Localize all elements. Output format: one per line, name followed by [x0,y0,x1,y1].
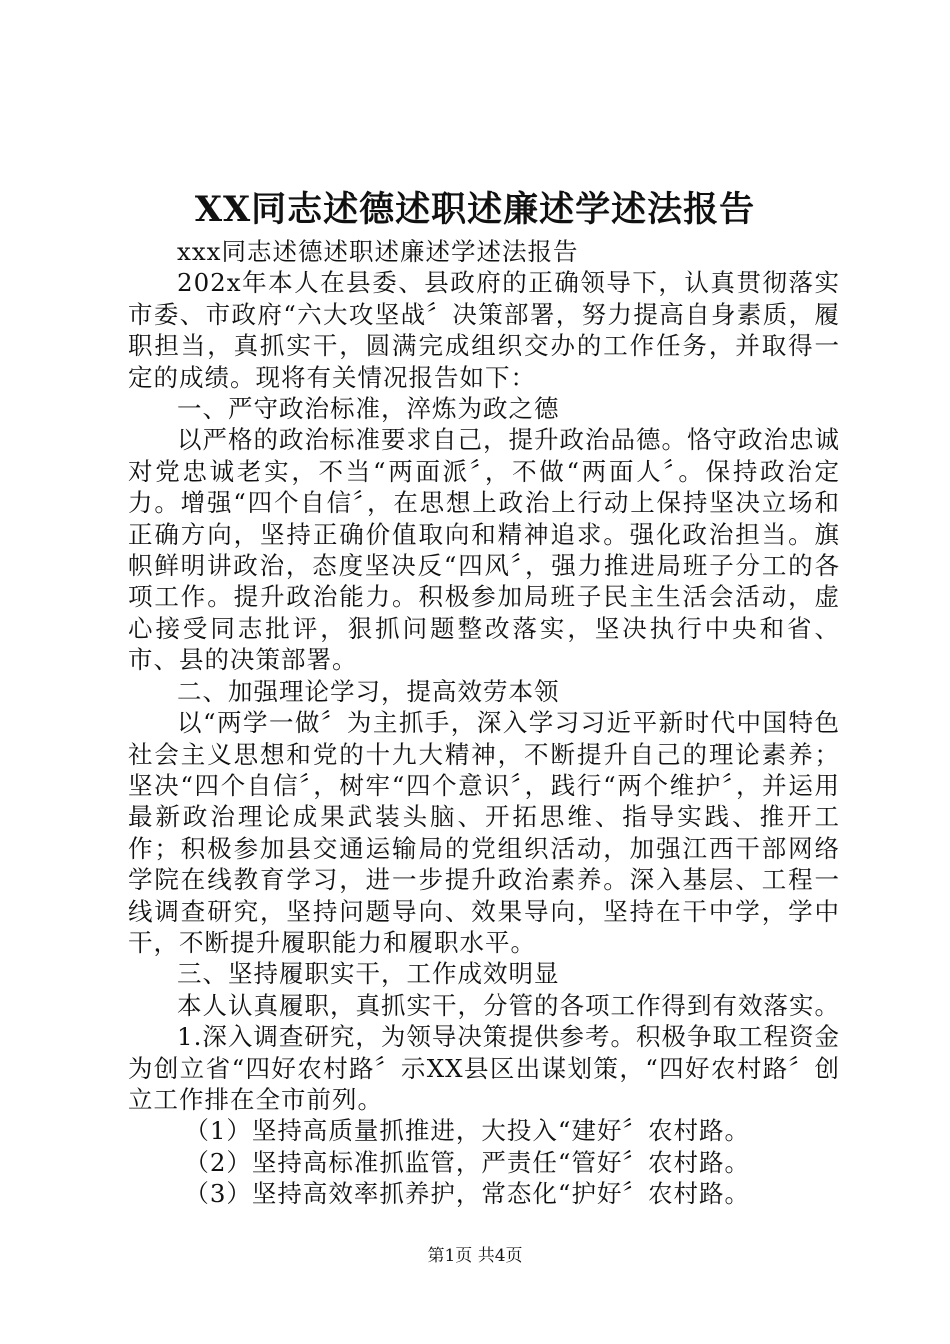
document-title: XX同志述德述职述廉述学述法报告 [194,189,756,230]
paragraph: 本人认真履职，真抓实干，分管的各项工作得到有效落实。 [177,990,840,1020]
section-heading: 二、加强理论学习，提高效劳本领 [177,676,560,706]
list-item: （2）坚持高标准抓监管，严责任“管好〞农村路。 [184,1147,750,1177]
paragraph: 202x年本人在县委、县政府的正确领导下，认真贯彻落实市委、市政府“六大攻坚战〞决策部署，努力提高自身素质，履职担当，真抓实干，圆满完成组织交办的工作任务，并取得一定的成绩。现将有关情况报告如下： [128,268,840,392]
paragraph: 1.深入调查研究，为领导决策提供参考。积极争取工程资金为创立省“四好农村路〞示XX县区出谋划策，“四好农村路〞创立工作排在全市前列。 [128,1022,840,1114]
list-item: （1）坚持高质量抓推进，大投入“建好〞农村路。 [184,1116,750,1146]
paragraph: 以严格的政治标准要求自己，提升政治品德。恪守政治忠诚对党忠诚老实，不当“两面派〞，不做“两面人〞。保持政治定力。增强“四个自信〞，在思想上政治上行动上保持坚决立场和正确方向，坚持正确价值取向和精神追求。强化政治担当。旗帜鲜明讲政治，态度坚决反“四风〞，强力推进局班子分工的各项工作。提升政治能力。积极参加局班子民主生活会活动，虚心接受同志批评，狠抓问题整改落实，坚决执行中央和省、市、县的决策部署。 [128,425,840,675]
list-item: （3）坚持高效率抓养护，常态化“护好〞农村路。 [184,1179,750,1209]
section-heading: 三、坚持履职实干，工作成效明显 [177,959,560,989]
section-heading: 一、严守政治标准，淬炼为政之德 [177,394,560,424]
paragraph: 以“两学一做〞为主抓手，深入学习习近平新时代中国特色社会主义思想和党的十九大精神，不断提升自己的理论素养；坚决“四个自信〞，树牢“四个意识〞，践行“两个维护〞，并运用最新政治理论成果武装头脑、开拓思维、指导实践、推开工作；积极参加县交通运输局的党组织活动，加强江西干部网络学院在线教育学习，进一步提升政治素养。深入基层、工程一线调查研究，坚持问题导向、效果导向，坚持在干中学，学中干，不断提升履职能力和履职水平。 [128,708,840,957]
paragraph: xxx同志述德述职述廉述学述法报告 [177,237,579,266]
page-footer: 第1页 共4页 [427,1246,523,1266]
document-body [128,236,840,1210]
